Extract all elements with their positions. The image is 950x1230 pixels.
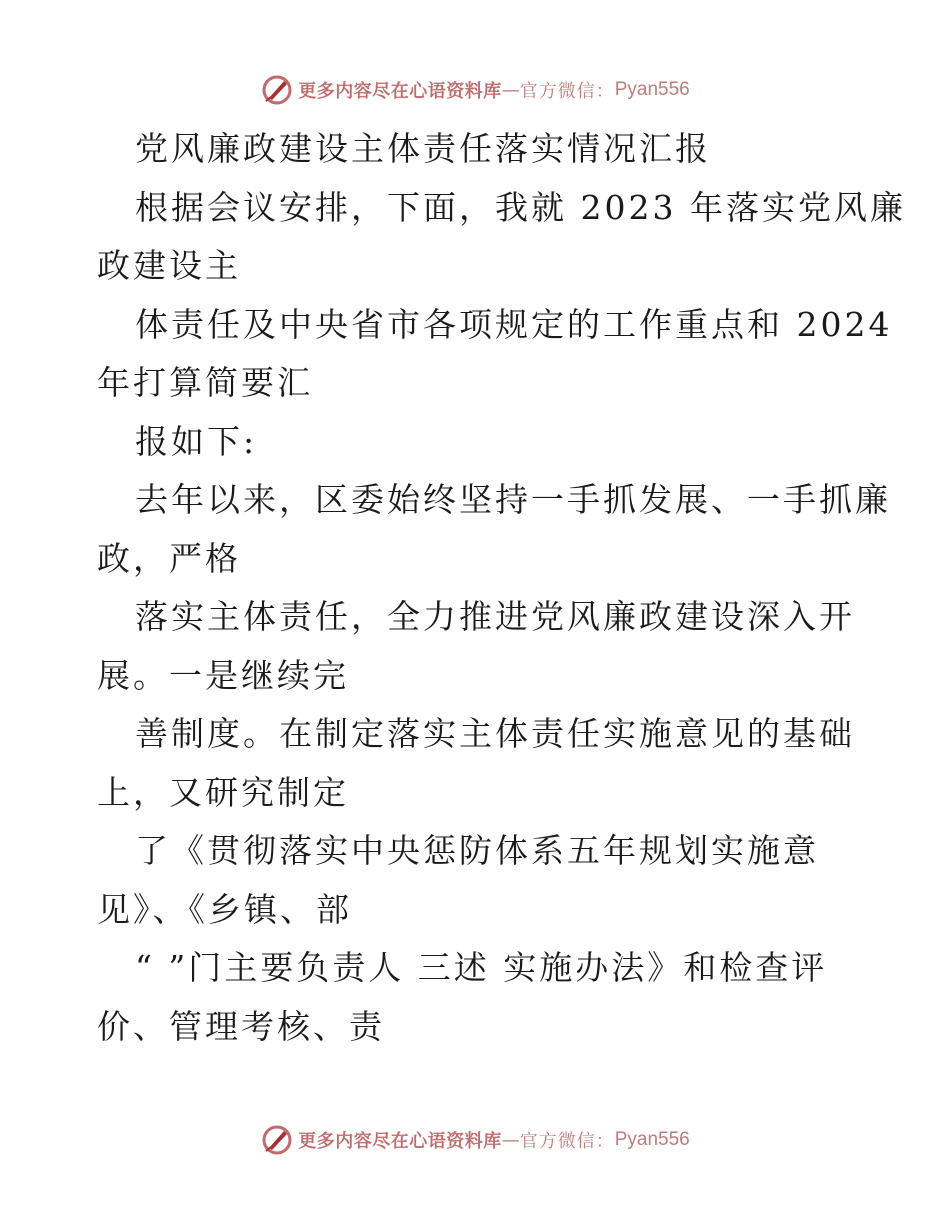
watermark-separator: — (501, 1129, 520, 1151)
watermark-main-text: 更多内容尽在心语资料库 (298, 81, 502, 102)
text-line: 政，严格 (97, 538, 241, 578)
text-line: 体责任及中央省市各项规定的工作重点和 2024 (135, 304, 893, 344)
text-line: 善制度。在制定落实主体责任实施意见的基础 (135, 714, 855, 753)
text-line: “ ”门主要负责人 三述 实施办法》和检查评 (135, 948, 828, 987)
watermark-header (0, 70, 950, 110)
text-line: 政建设主 (97, 246, 241, 285)
quill-logo-icon (260, 1123, 294, 1157)
watermark-wechat-label: 官方微信： (519, 1131, 615, 1152)
watermark-footer (0, 1120, 950, 1160)
text-line: 年打算简要汇 (97, 363, 313, 402)
text-line: 落实主体责任，全力推进党风廉政建设深入开 (135, 597, 855, 636)
text-line: 报如下: (135, 421, 258, 461)
text-line: 展。一是继续完 (97, 655, 349, 695)
text-line: 上，又研究制定 (97, 772, 349, 812)
text-line: 了《贯彻落实中央惩防体系五年规划实施意 (135, 831, 819, 870)
watermark-main-text: 更多内容尽在心语资料库 (298, 1131, 502, 1152)
watermark-wechat-label: 官方微信： (519, 81, 615, 102)
document-title: 党风廉政建设主体责任落实情况汇报 (135, 129, 711, 168)
text-line: 根据会议安排，下面，我就 2023 年落实党风廉 (135, 187, 906, 227)
quill-logo-icon (260, 73, 294, 107)
watermark-separator: — (501, 79, 520, 101)
text-line: 见》、《乡镇、部 (97, 889, 352, 929)
watermark-wechat-id: Pyan556 (614, 1129, 690, 1150)
text-line: 价、管理考核、责 (97, 1006, 385, 1046)
document-body (97, 120, 906, 1056)
watermark-wechat-id: Pyan556 (614, 79, 690, 100)
text-line: 去年以来，区委始终坚持一手抓发展、一手抓廉 (135, 480, 891, 519)
